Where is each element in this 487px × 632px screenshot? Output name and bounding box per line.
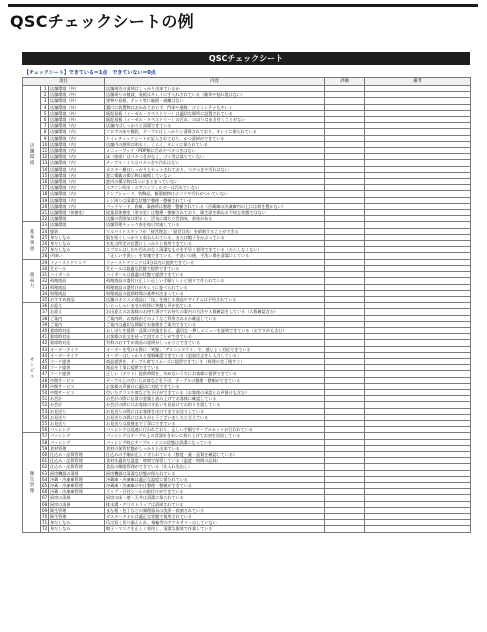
row-category: 厨房の清掃 [49,495,105,501]
row-category: 衛生管理 [49,507,105,513]
row-number: 72 [42,526,48,532]
row-category: 店舗環境 [49,222,105,228]
row-content: 料理商品の盛付け正しい正しい手順とレシピ通りで作られている [105,278,325,284]
row-number: 3 [41,98,49,104]
row-content: 店舗内はしっかりと清潔できている [105,123,325,129]
row-number: 28 [42,253,48,259]
row-category: 身だしなみ [49,234,105,240]
row-category: 店舗環境（内） [49,197,105,203]
row-number: 51 [42,396,48,402]
row-category: 店舗環境（内） [49,179,105,185]
row-content: 店舗のオススメ商品に「技」を感じる商品やアイテムは予約されている [105,296,325,302]
row-content: バッシングはテーブル上の食器をきれいに持ち上げてお皿を回収している [105,433,325,439]
row-content: 従業員休憩室（更衣室）は整理・整頓されており、衛生面を損ねる不快な状態ではない [105,210,325,216]
row-category: フード提供 [49,365,105,371]
row-number: 1 [41,86,49,92]
row-number: 24 [42,228,48,234]
row-category: 厨房機器の清掃 [49,470,105,476]
row-number: 11 [42,148,48,154]
row-category: 店舗環境（内） [49,160,105,166]
row-content: 商品を丁寧に提供できている [105,365,325,371]
row-category: バッシング [49,433,105,439]
row-number: 71 [42,520,48,526]
row-content: テーブル上の空いたお皿などを下げ、テーブルの整理・整頓ができている [105,377,325,383]
row-number: 64 [42,476,48,482]
row-number: 32 [42,278,48,284]
row-category: お見送り [49,408,105,414]
row-category: 店舗環境（外） [49,92,105,98]
row-number: 47 [42,371,48,377]
row-content: 販促看板（イーゼル・タペストリー）の汚れ、のぼりはまき付くことがない [105,117,325,123]
row-category: 冷蔵・冷凍庫管理 [49,476,105,482]
row-category: 身だしなみ [49,241,105,247]
row-content: いらっしゃいませの挨拶に笑顔と声が出ている [105,303,325,309]
row-category: 仕込み・品質管理 [49,464,105,470]
row-number: 8 [41,129,49,135]
row-number: 31 [42,272,48,278]
row-category: 着席時対応 [49,334,105,340]
scoring-legend: 【チェックシート】できている＝1点 できていない＝0点 [24,70,156,76]
section-label: 店舗環境 [23,86,41,222]
row-score-cell [325,526,365,532]
row-category: 服装 [49,228,105,234]
row-content: 厨房の床・壁・天井は清潔に保たれている [105,495,325,501]
row-content: 窓に掲載の掲示物は破損していない [105,172,325,178]
row-number: 43 [42,346,48,352]
col-header-item: 項目 [23,78,105,86]
row-number: 7 [41,123,49,129]
row-content: お見送りの際にはありがとうございましたと言えている [105,414,325,420]
row-category: 声掛い [49,253,105,259]
row-category: バッシング [49,427,105,433]
row-number: 66 [42,489,48,495]
row-content: テーブル・イスはベタつきや汚れはない [105,160,325,166]
row-category: 着席時対応 [49,327,105,333]
row-number: 65 [42,483,48,488]
row-content: バックヤード、倉庫、事務所は整理・整頓されている（冷蔵庫の冷凍庫内の上には荷を置かない） [105,203,325,209]
row-number: 15 [42,172,48,178]
section-label: 基本事項 [23,222,41,259]
row-content: マルバイトスタッフが「経営理念」「経営目的」を暗唱することができる [105,228,325,234]
row-number: 5 [41,110,49,116]
row-content: バッシングは迅速に行われており、正しい手順でテーブルセットが行われている [105,427,325,433]
row-content: ご案内は適切な間隔でお客様をご案内できている [105,321,325,327]
row-content: 食材を適切な温度・時間で保管している（温度・時間の記録） [105,458,325,464]
row-content: 料理商品の提供時間の基準が決まっている [105,290,325,296]
row-category: お見送り [49,414,105,420]
row-number: 62 [42,464,48,470]
row-content: 販促看板（イーゼル・タペストリー）は適切な場所に設置されている [105,110,325,116]
row-number: 38 [42,315,48,321]
row-category: 店舗環境（内） [49,129,105,135]
row-number: 16 [42,179,48,185]
row-content: ハイボールは最適の状態で提供できている [105,272,325,278]
row-number: 42 [42,340,48,346]
row-content: 漏口に放置物はおかれておらず、門扉や通路、ゴミコンテナもキレイ [105,104,325,110]
row-number: 23 [42,222,48,228]
section-label: サービス [23,303,41,433]
row-number: 13 [42,160,48,166]
row-content: ご案内時、お客様がどのようなご利用されるか確認している [105,315,325,321]
row-number: 52 [42,402,48,408]
row-number: 26 [42,241,48,247]
row-number: 60 [42,451,48,457]
row-number: 61 [42,458,48,464]
row-number: 34 [42,290,48,296]
row-category: 食材管理 [49,445,105,451]
row-category: 店舗環境（外） [49,104,105,110]
row-number: 21 [42,210,48,216]
table-row [23,526,471,532]
row-category: 中間サービス [49,383,105,389]
row-number: 63 [42,470,48,476]
row-category: 料理商品 [49,278,105,284]
row-note-cell [365,526,471,532]
row-content: 店舗周りの植栽、看板はキレイに手入れされている（雑草や枯れ葉はない） [105,92,325,98]
row-category: フード提供 [49,371,105,377]
row-content: お客様の注文を待って回することができている [105,334,325,340]
row-category: ご案内 [49,315,105,321]
row-number: 9 [41,135,49,141]
row-number: 44 [42,352,48,358]
row-content: お出迎えのお客様のお待ち頂けてお待ちの案内の方法や人数確認をしている（人数確認含む） [105,309,325,315]
row-category: 店舗環境（外） [49,117,105,123]
row-content: エプロンはしわや汚れがなく清潔なものを手早く着用できている（だらしなくない） [105,247,325,253]
row-content: 髪を短くしっかりと束ねられている、または帽子をかぶっている [105,234,325,240]
row-category: 店舗環境（内） [49,185,105,191]
row-number: 59 [42,445,48,451]
row-content: 正しい（ダウト）提供時間を、冷めないうちにお客様に提供できている [105,371,325,377]
row-content: お会計の際に伝票の金額と読み上げてお客様に確認している [105,396,325,402]
row-category: 仕込み・品質管理 [49,458,105,464]
row-content: 商品提供を、テーブル席でスムーズに提供できている（料理の完了後すぐ） [105,358,325,364]
row-category: ご案内 [49,321,105,327]
row-category: 店舗環境（内） [49,166,105,172]
row-number: 12 [42,154,48,160]
row-category: 料理商品 [49,284,105,290]
row-content: トイレチェックシートが記入されており、かつ清掃ができている [105,135,325,141]
row-category: オーダーテイク [49,346,105,352]
row-number: 20 [42,203,48,209]
row-content: 店舗内の照明は明るく、くらく、キレイに保たれている [105,141,325,147]
row-number: 46 [42,365,48,371]
row-category: 店舗環境（外） [49,110,105,116]
row-content: 名札は所定の位置にしっかりと着用できている [105,241,325,247]
row-category: 店舗環境（外） [49,98,105,104]
row-number: 10 [42,141,48,147]
row-category: 店舗環境（休憩室） [49,210,105,216]
row-category: 店舗環境（内） [49,203,105,209]
row-content: お客様の声掛けに適切に対応できている [105,383,325,389]
row-content: 店舗の雰囲気は明るく、活気に満ちた雰囲気、余裕がある [105,216,325,222]
row-category: ハイボール [49,272,105,278]
row-content: ダスタータオルは適正な状態で使用されている [105,514,325,520]
row-number: 41 [42,334,48,340]
row-category: 身だしなみ [49,247,105,253]
row-number: 4 [41,104,49,110]
row-number: 68 [42,501,48,507]
row-category: 店舗環境（内） [49,172,105,178]
section-label: 衛生管理 [23,433,41,532]
row-number: 2 [41,92,49,98]
row-number: 35 [42,296,48,302]
row-content: 帽子・マスクを正しく着用し、清潔な服装で作業している [105,526,325,532]
row-number: 18 [42,191,48,197]
row-content: ラップ・日付シールの貼付けができている [105,489,325,495]
row-category: おすすめ商品 [49,296,105,302]
row-content: お見送りの際にはお客様を出口でまでお送りしている [105,408,325,414]
row-category: 店舗環境 [49,216,105,222]
row-number: 50 [42,389,48,395]
section-label: 商品力 [23,259,41,302]
row-number: 27 [42,247,48,253]
row-content: レジ周りは清潔な状態で整理・整頓されている [105,197,325,203]
row-number: 48 [42,377,48,383]
row-content: 冷蔵庫・冷凍庫の中は整理・整頓ができている [105,483,325,489]
row-content: おしぼりを提供・品質の実施を伝え、適切な一押しメニューを説明できている（おすすめも含む） [105,327,325,333]
row-content: 建物や看板、テント等に破損・剥離はない [105,98,325,104]
row-number: 29 [42,259,48,265]
row-content: まな板・包丁などの調理器具は洗浄・殺菌されている [105,507,325,513]
row-category: 料理商品 [49,290,105,296]
row-category: 生ビール [49,265,105,271]
row-category: お会計 [49,402,105,408]
row-category: 中間サービス [49,389,105,395]
row-category: 店舗環境（外） [49,86,105,92]
page-title: QSCチェックシートの例 [10,12,194,31]
row-content: 生ビールは最適な状態で提供できている [105,265,325,271]
row-content: オーダーはしっかりと復唱確認できている（追加注文をレ入力している） [105,352,325,358]
row-content: 厨房機器は清潔な状態が保たれている [105,470,325,476]
row-content: 店舗管理チェック表を毎日実施している [105,222,325,228]
table-header-row [23,78,471,86]
row-number: 58 [42,439,48,445]
top-rule [8,4,478,7]
row-number: 45 [42,358,48,364]
row-content: 食品の期限管理ができている（先入れ先出し） [105,464,325,470]
row-category: 店舗環境（内） [49,148,105,154]
row-content: エアコン吹出・エアコンフィルターは汚れていない [105,185,325,191]
col-header-content: 内容 [105,78,325,86]
row-content: 店舗周辺の清掃はしっかり出来ているか [105,86,325,92]
row-category: 店舗環境（内） [49,135,105,141]
row-number: 57 [42,433,48,439]
row-category: 身だしなみ [49,526,105,532]
check-table-body [23,86,471,533]
row-content: オーダーを受ける際に「笑顔」「アイコンタクト」で、感じよく対応できている [105,346,325,352]
row-content: 爪は短く切り揃えられ、指輪等のアクセサリーはしていない [105,520,325,526]
row-category: 仕込み・品質管理 [49,451,105,457]
row-number: 56 [42,427,48,433]
row-category: 店舗環境（内） [49,123,105,129]
row-number: 37 [42,309,48,315]
row-content: メニューブック・POP類に汚れやベタつきはない [105,148,325,154]
row-number: 53 [42,408,48,414]
row-content: 排水溝・グリストラップは清掃されている [105,501,325,507]
row-number: 69 [42,507,48,513]
row-content: 窓内の掲示物は1つにまとまっていない [105,179,325,185]
row-content: 有料のおすすめ商品の説明がしっかりとできている [105,340,325,346]
row-number: 40 [42,327,48,333]
row-number: 49 [42,383,48,389]
row-number: 6 [41,117,49,123]
row-number: 14 [42,166,48,172]
row-content: お見送りは最後まで丁寧にできている [105,420,325,426]
row-content: 空いたグラスや皿などを下げができている（お客様の承認とお声掛けも含む） [105,389,325,395]
row-content: カスター類はしっかりとセットされており、ベタつきや汚れはない [105,166,325,172]
row-content: フロアの床や階段、テーブルはしっかりと清掃されており、キレイに保たれている [105,129,325,135]
row-content: 冷蔵庫・冷凍庫は適正な温度に保たれている [105,476,325,482]
row-category: フード提供 [49,358,105,364]
row-content: ランプシェード、装飾品、観葉植物はホコリや汚れがついていない [105,191,325,197]
row-category: 衛生管理 [49,514,105,520]
row-category: 店舗環境（内） [49,154,105,160]
row-category: 着席時対応 [49,340,105,346]
row-category: 店舗環境（内） [49,141,105,147]
row-number: 54 [42,414,48,420]
row-number: 30 [42,265,48,271]
row-category: お会計 [49,396,105,402]
row-number: 36 [42,303,48,309]
row-number: 33 [42,284,48,290]
col-header-score: 評価 [325,78,365,86]
row-category: バッシング [49,439,105,445]
row-number: 39 [42,321,48,327]
row-category: 厨房の清掃 [49,501,105,507]
row-category: お迎え [49,309,105,315]
row-content: バッシング時にテーブル・イスの状態は清潔になっている [105,439,325,445]
row-number: 19 [42,197,48,203]
row-number: 25 [42,234,48,240]
row-category: 身だしなみ [49,520,105,526]
col-header-note: 備考 [365,78,471,86]
row-number: 67 [42,495,48,501]
row-category: 冷蔵・冷凍庫管理 [49,483,105,489]
row-category: 中間サービス [49,377,105,383]
row-category: オーダーテイク [49,352,105,358]
row-category: 冷蔵・冷凍庫管理 [49,489,105,495]
row-number: 17 [42,185,48,191]
row-content: 「正しい手洗い」を実施できている、手洗いの後、手洗い場を清潔にしている [105,253,325,259]
row-number: 55 [42,420,48,426]
row-number: 22 [42,216,48,222]
row-content: 仕込みの手順が正しく守られている（鮮度・量・品質を確認している） [105,451,325,457]
row-category: 店舗環境（内） [49,191,105,197]
row-content: 床（座席）はベタつきがなく、ゴミ等は落ちていない [105,154,325,160]
check-table [22,77,471,533]
check-sheet [22,52,470,533]
row-category: ファーストドリンク [49,259,105,265]
row-content: 食材の保管状態がしっかりと出来ている [105,445,325,451]
row-content: ファーストドリンクは3分以内に提供できている [105,259,325,265]
row-content: 料理商品の盛付けがキレイに並べられている [105,284,325,290]
row-category: お迎え [49,303,105,309]
row-content: お会計の際にはお客様の支払いを見届けてお釣りを渡している [105,402,325,408]
row-category: お見送り [49,420,105,426]
row-number: 70 [42,514,48,520]
sheet-title-banner: QSCチェックシート [22,52,470,65]
